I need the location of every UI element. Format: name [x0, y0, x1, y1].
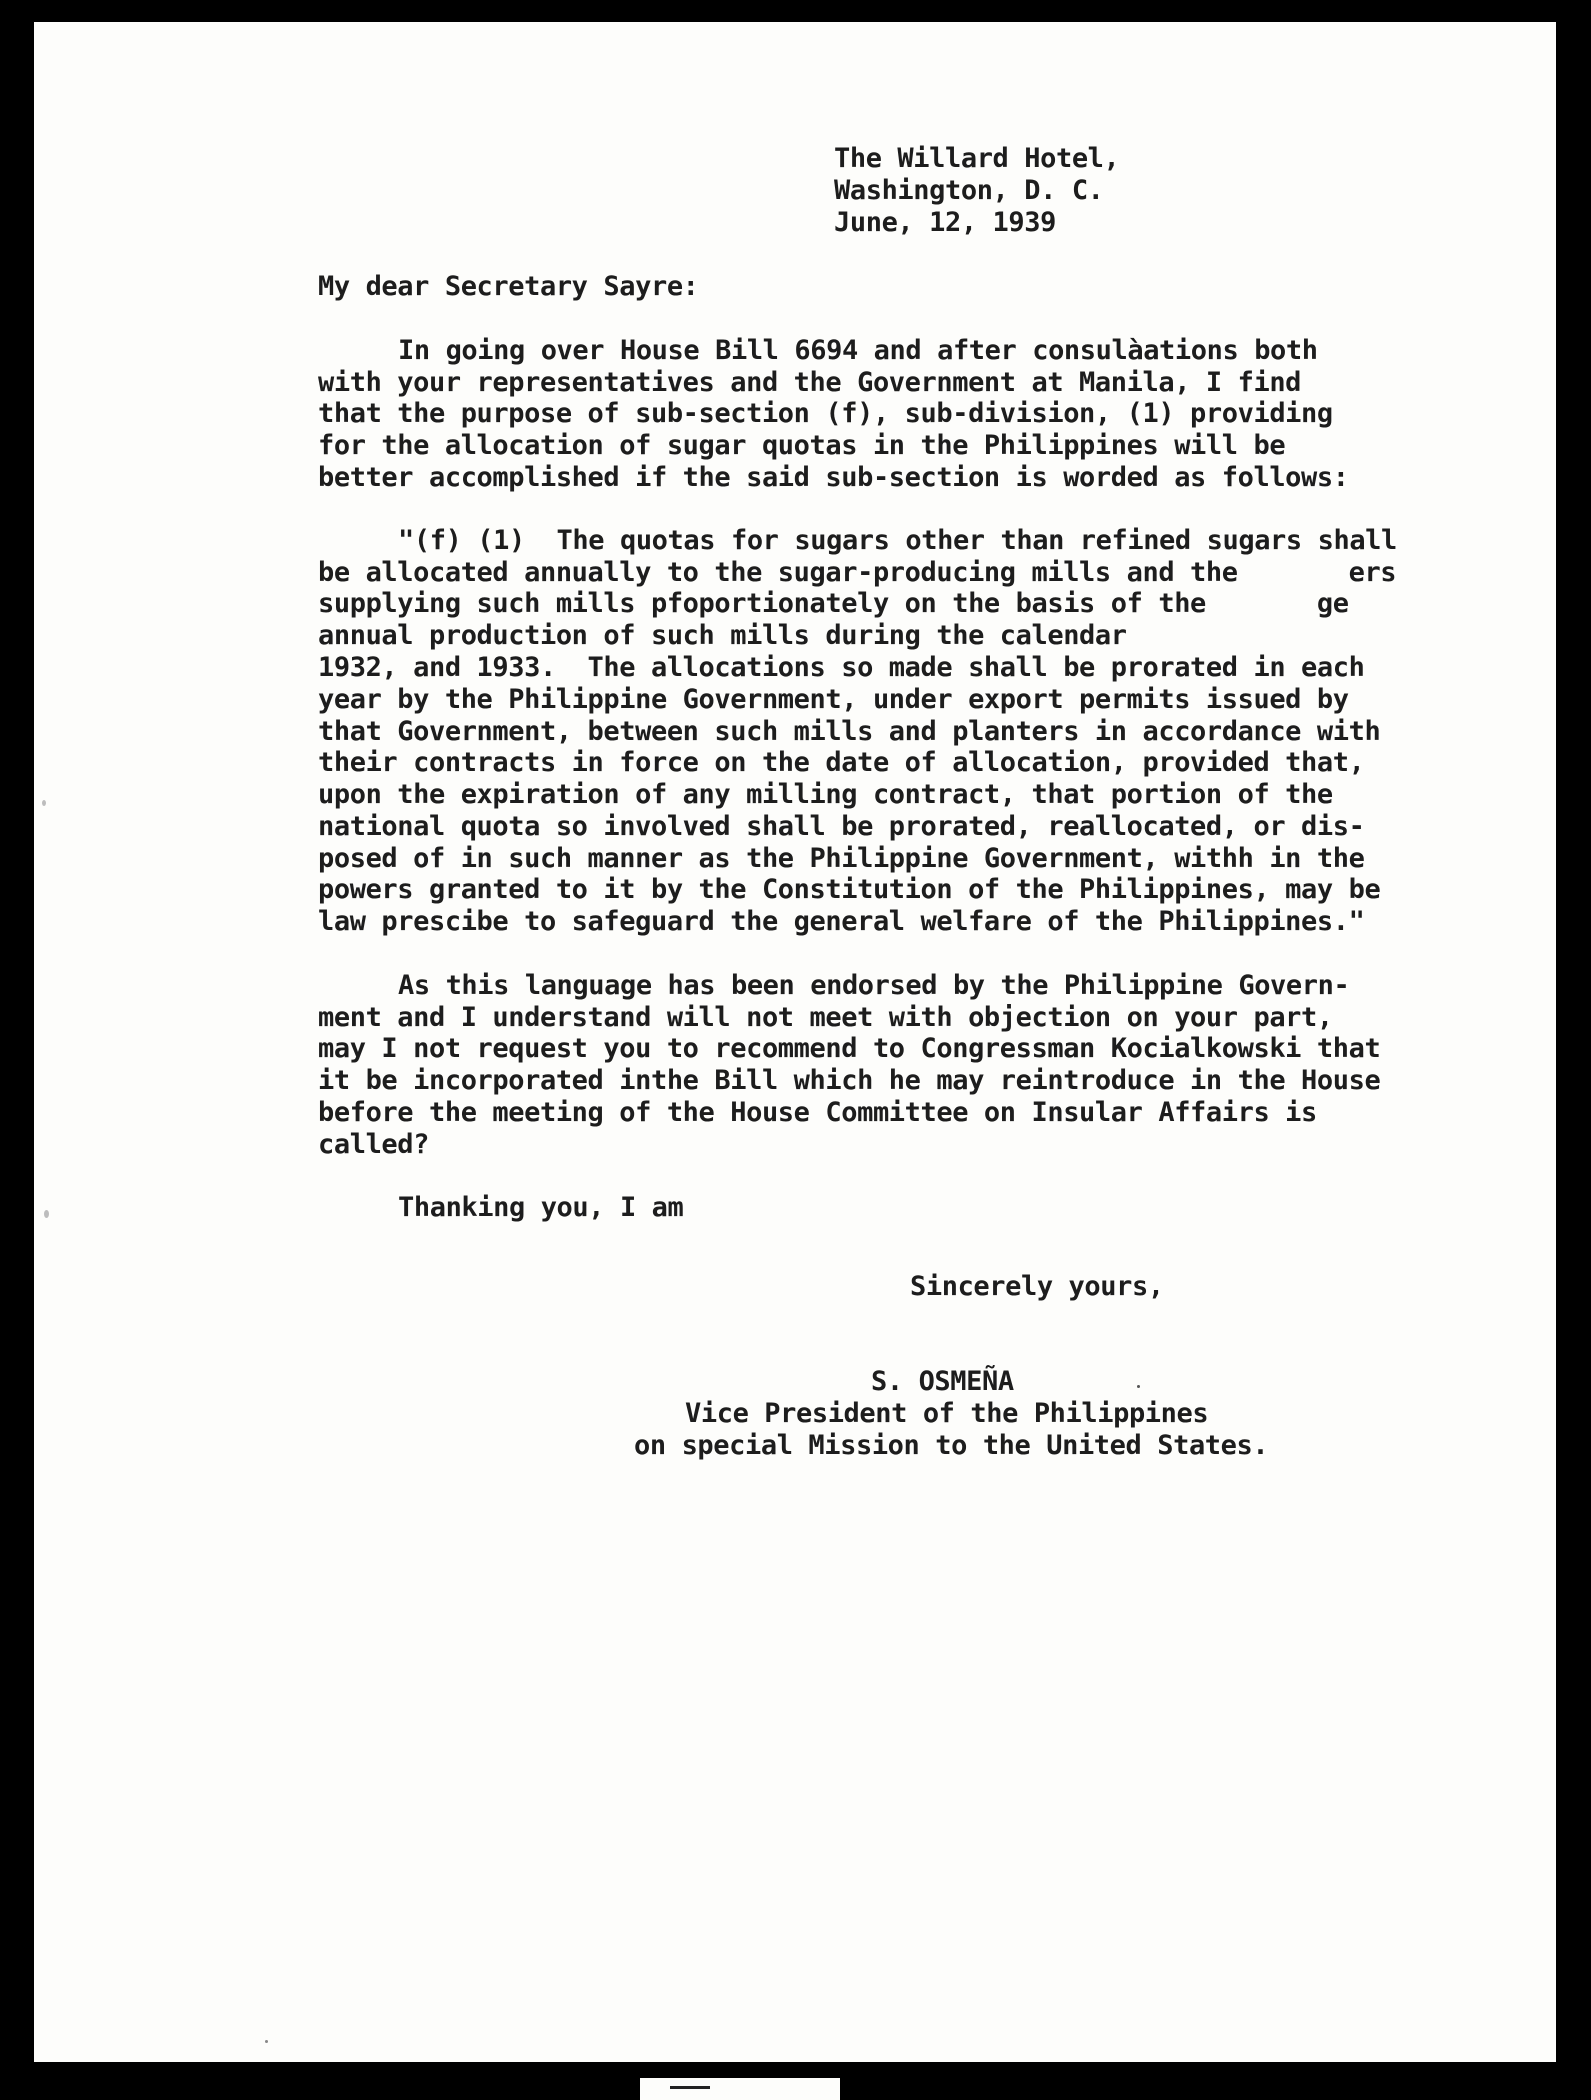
paragraph-2-line: called? — [318, 1129, 429, 1160]
paragraph-1-line: with your representatives and the Government at Manila, I find — [318, 367, 1302, 398]
paragraph-2-line: ment and I understand will not meet with objection on your part, — [318, 1002, 1333, 1033]
signature-subtitle: on special Mission to the United States. — [634, 1430, 1269, 1461]
letter-date: June, 12, 1939 — [834, 207, 1056, 238]
paragraph-1-line: that the purpose of sub-section (f), sub-division, (1) providing — [318, 398, 1333, 429]
quote-line: 1932, and 1933. The allocations so made shall be prorated in each — [318, 652, 1365, 683]
closing: Sincerely yours, — [910, 1271, 1164, 1302]
paragraph-1-line: In going over House Bill 6694 and after consulàations both — [398, 335, 1318, 366]
thanks-line: Thanking you, I am — [398, 1192, 684, 1223]
paragraph-2-line: As this language has been endorsed by the Philippine Govern- — [398, 970, 1350, 1001]
quote-line: upon the expiration of any milling contract, that portion of the — [318, 779, 1333, 810]
quote-line: national quota so involved shall be prorated, reallocated, or dis- — [318, 811, 1365, 842]
paragraph-2-line: it be incorporated inthe Bill which he may reintroduce in the House — [318, 1065, 1381, 1096]
quote-line: that Government, between such mills and planters in accordance with — [318, 716, 1381, 747]
quote-line: posed of in such manner as the Philippine Government, withh in the — [318, 843, 1365, 874]
salutation: My dear Secretary Sayre: — [318, 271, 699, 302]
signature-title: Vice President of the Philippines — [685, 1398, 1209, 1429]
quote-line: powers granted to it by the Constitution of the Philippines, may be — [318, 874, 1381, 905]
quote-line: year by the Philippine Government, under export permits issued by — [318, 684, 1349, 715]
quote-line: annual production of such mills during the calendar — [318, 620, 1127, 651]
quote-line: "(f) (1) The quotas for sugars other than refined sugars shall — [398, 525, 1397, 556]
paragraph-2-line: may I not request you to recommend to Congressman Kocialkowski that — [318, 1033, 1381, 1064]
address-line-2: Washington, D. C. — [834, 175, 1104, 206]
paragraph-2-line: before the meeting of the House Committee on Insular Affairs is — [318, 1097, 1317, 1128]
paragraph-1-line: for the allocation of sugar quotas in the Philippines will be — [318, 430, 1286, 461]
quote-line: their contracts in force on the date of allocation, provided that, — [318, 747, 1365, 778]
paragraph-1-line: better accomplished if the said sub-section is worded as follows: — [318, 462, 1349, 493]
quote-line: be allocated annually to the sugar-producing mills and the ers — [318, 557, 1397, 588]
signature-name: S. OSMEÑA — [871, 1366, 1014, 1397]
address-line-1: The Willard Hotel, — [834, 143, 1120, 174]
quote-line: law prescibe to safeguard the general welfare of the Philippines." — [318, 906, 1365, 937]
quote-line: supplying such mills pfoportionately on the basis of the ge — [318, 588, 1349, 619]
